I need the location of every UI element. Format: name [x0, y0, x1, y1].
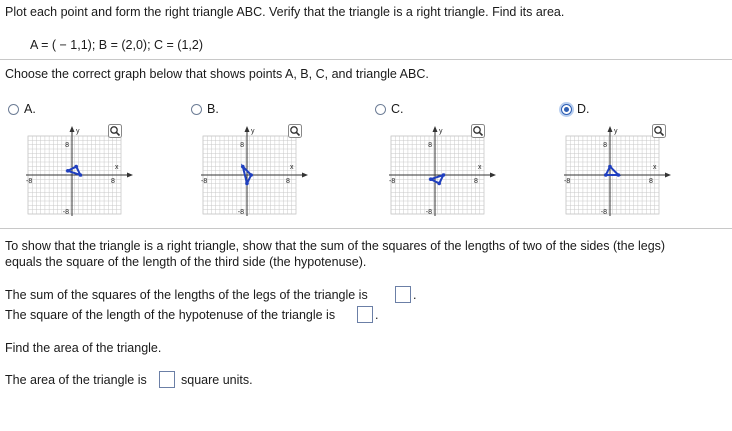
triangle-vertex [442, 173, 446, 177]
y-tick-label: 8 [603, 142, 607, 149]
x-axis-arrow [127, 173, 133, 178]
y-axis-label: y [251, 128, 255, 135]
divider [0, 59, 732, 60]
y-axis-arrow [433, 126, 438, 132]
triangle-vertex [74, 165, 78, 169]
y-axis-arrow [608, 126, 613, 132]
x-axis-label: x [653, 164, 657, 171]
y-tick-label: 8 [65, 142, 69, 149]
y-tick-label: -8 [425, 209, 432, 216]
hypotenuse-square-input[interactable] [357, 306, 373, 323]
x-axis-label: x [115, 164, 119, 171]
x-axis-label: x [290, 164, 294, 171]
area-units: square units. [181, 373, 253, 387]
legs-sum-input[interactable] [395, 286, 411, 303]
x-axis-arrow [302, 173, 308, 178]
area-prompt: The area of the triangle is [5, 373, 147, 387]
option-b-label[interactable]: B. [207, 102, 219, 116]
graph-option-a[interactable] [25, 122, 155, 222]
x-tick-label: -8 [389, 178, 396, 185]
y-axis-arrow [245, 126, 250, 132]
option-c-radio[interactable] [375, 104, 386, 115]
triangle-vertex [249, 173, 253, 177]
option-d-label[interactable]: D. [577, 102, 590, 116]
option-b-radio[interactable] [191, 104, 202, 115]
triangle-vertex [241, 165, 245, 169]
triangle-vertex [429, 177, 433, 181]
triangle-vertex [437, 182, 441, 186]
question-prompt: Plot each point and form the right triangle ABC. Verify that the triangle is a right triangle. Find its area. [5, 5, 565, 19]
area-input[interactable] [159, 371, 175, 388]
option-a-label[interactable]: A. [24, 102, 36, 116]
points-definition: A = ( − 1,1); B = (2,0); C = (1,2) [30, 38, 203, 52]
legs-prompt: The sum of the squares of the lengths of the legs of the triangle is [5, 288, 368, 302]
y-tick-label: -8 [237, 209, 244, 216]
y-tick-label: 8 [240, 142, 244, 149]
zoom-icon[interactable] [108, 124, 122, 138]
y-tick-label: -8 [600, 209, 607, 216]
zoom-icon[interactable] [288, 124, 302, 138]
zoom-icon[interactable] [652, 124, 666, 138]
x-tick-label: 8 [111, 178, 115, 185]
x-tick-label: -8 [201, 178, 208, 185]
y-axis-label: y [439, 128, 443, 135]
y-axis-label: y [614, 128, 618, 135]
y-axis-label: y [76, 128, 80, 135]
x-axis-arrow [665, 173, 671, 178]
divider [0, 228, 732, 229]
x-axis-label: x [478, 164, 482, 171]
y-axis-arrow [70, 126, 75, 132]
graph-option-d[interactable] [563, 122, 693, 222]
zoom-icon[interactable] [471, 124, 485, 138]
explanation-line-1: To show that the triangle is a right triangle, show that the sum of the squares of the lengths of two of the sides (the legs) [5, 239, 666, 253]
hypotenuse-prompt: The square of the length of the hypotenuse of the triangle is [5, 308, 336, 322]
graph-option-c[interactable] [388, 122, 518, 222]
y-tick-label: -8 [62, 209, 69, 216]
triangle-vertex [245, 182, 249, 186]
period: . [375, 308, 379, 322]
triangle-vertex [617, 173, 621, 177]
graph-option-b[interactable] [200, 122, 330, 222]
triangle-vertex [608, 165, 612, 169]
area-heading: Find the area of the triangle. [5, 341, 162, 355]
triangle-vertex [604, 173, 608, 177]
option-d-radio[interactable] [561, 104, 572, 115]
x-tick-label: 8 [474, 178, 478, 185]
explanation-line-2: equals the square of the length of the third side (the hypotenuse). [5, 255, 367, 269]
triangle-vertex [66, 169, 70, 173]
x-tick-label: -8 [26, 178, 33, 185]
x-tick-label: -8 [564, 178, 571, 185]
triangle-vertex [79, 173, 83, 177]
y-tick-label: 8 [428, 142, 432, 149]
option-c-label[interactable]: C. [391, 102, 404, 116]
x-tick-label: 8 [286, 178, 290, 185]
choose-prompt: Choose the correct graph below that shows points A, B, C, and triangle ABC. [5, 67, 429, 81]
period: . [413, 288, 417, 302]
option-a-radio[interactable] [8, 104, 19, 115]
x-tick-label: 8 [649, 178, 653, 185]
x-axis-arrow [490, 173, 496, 178]
